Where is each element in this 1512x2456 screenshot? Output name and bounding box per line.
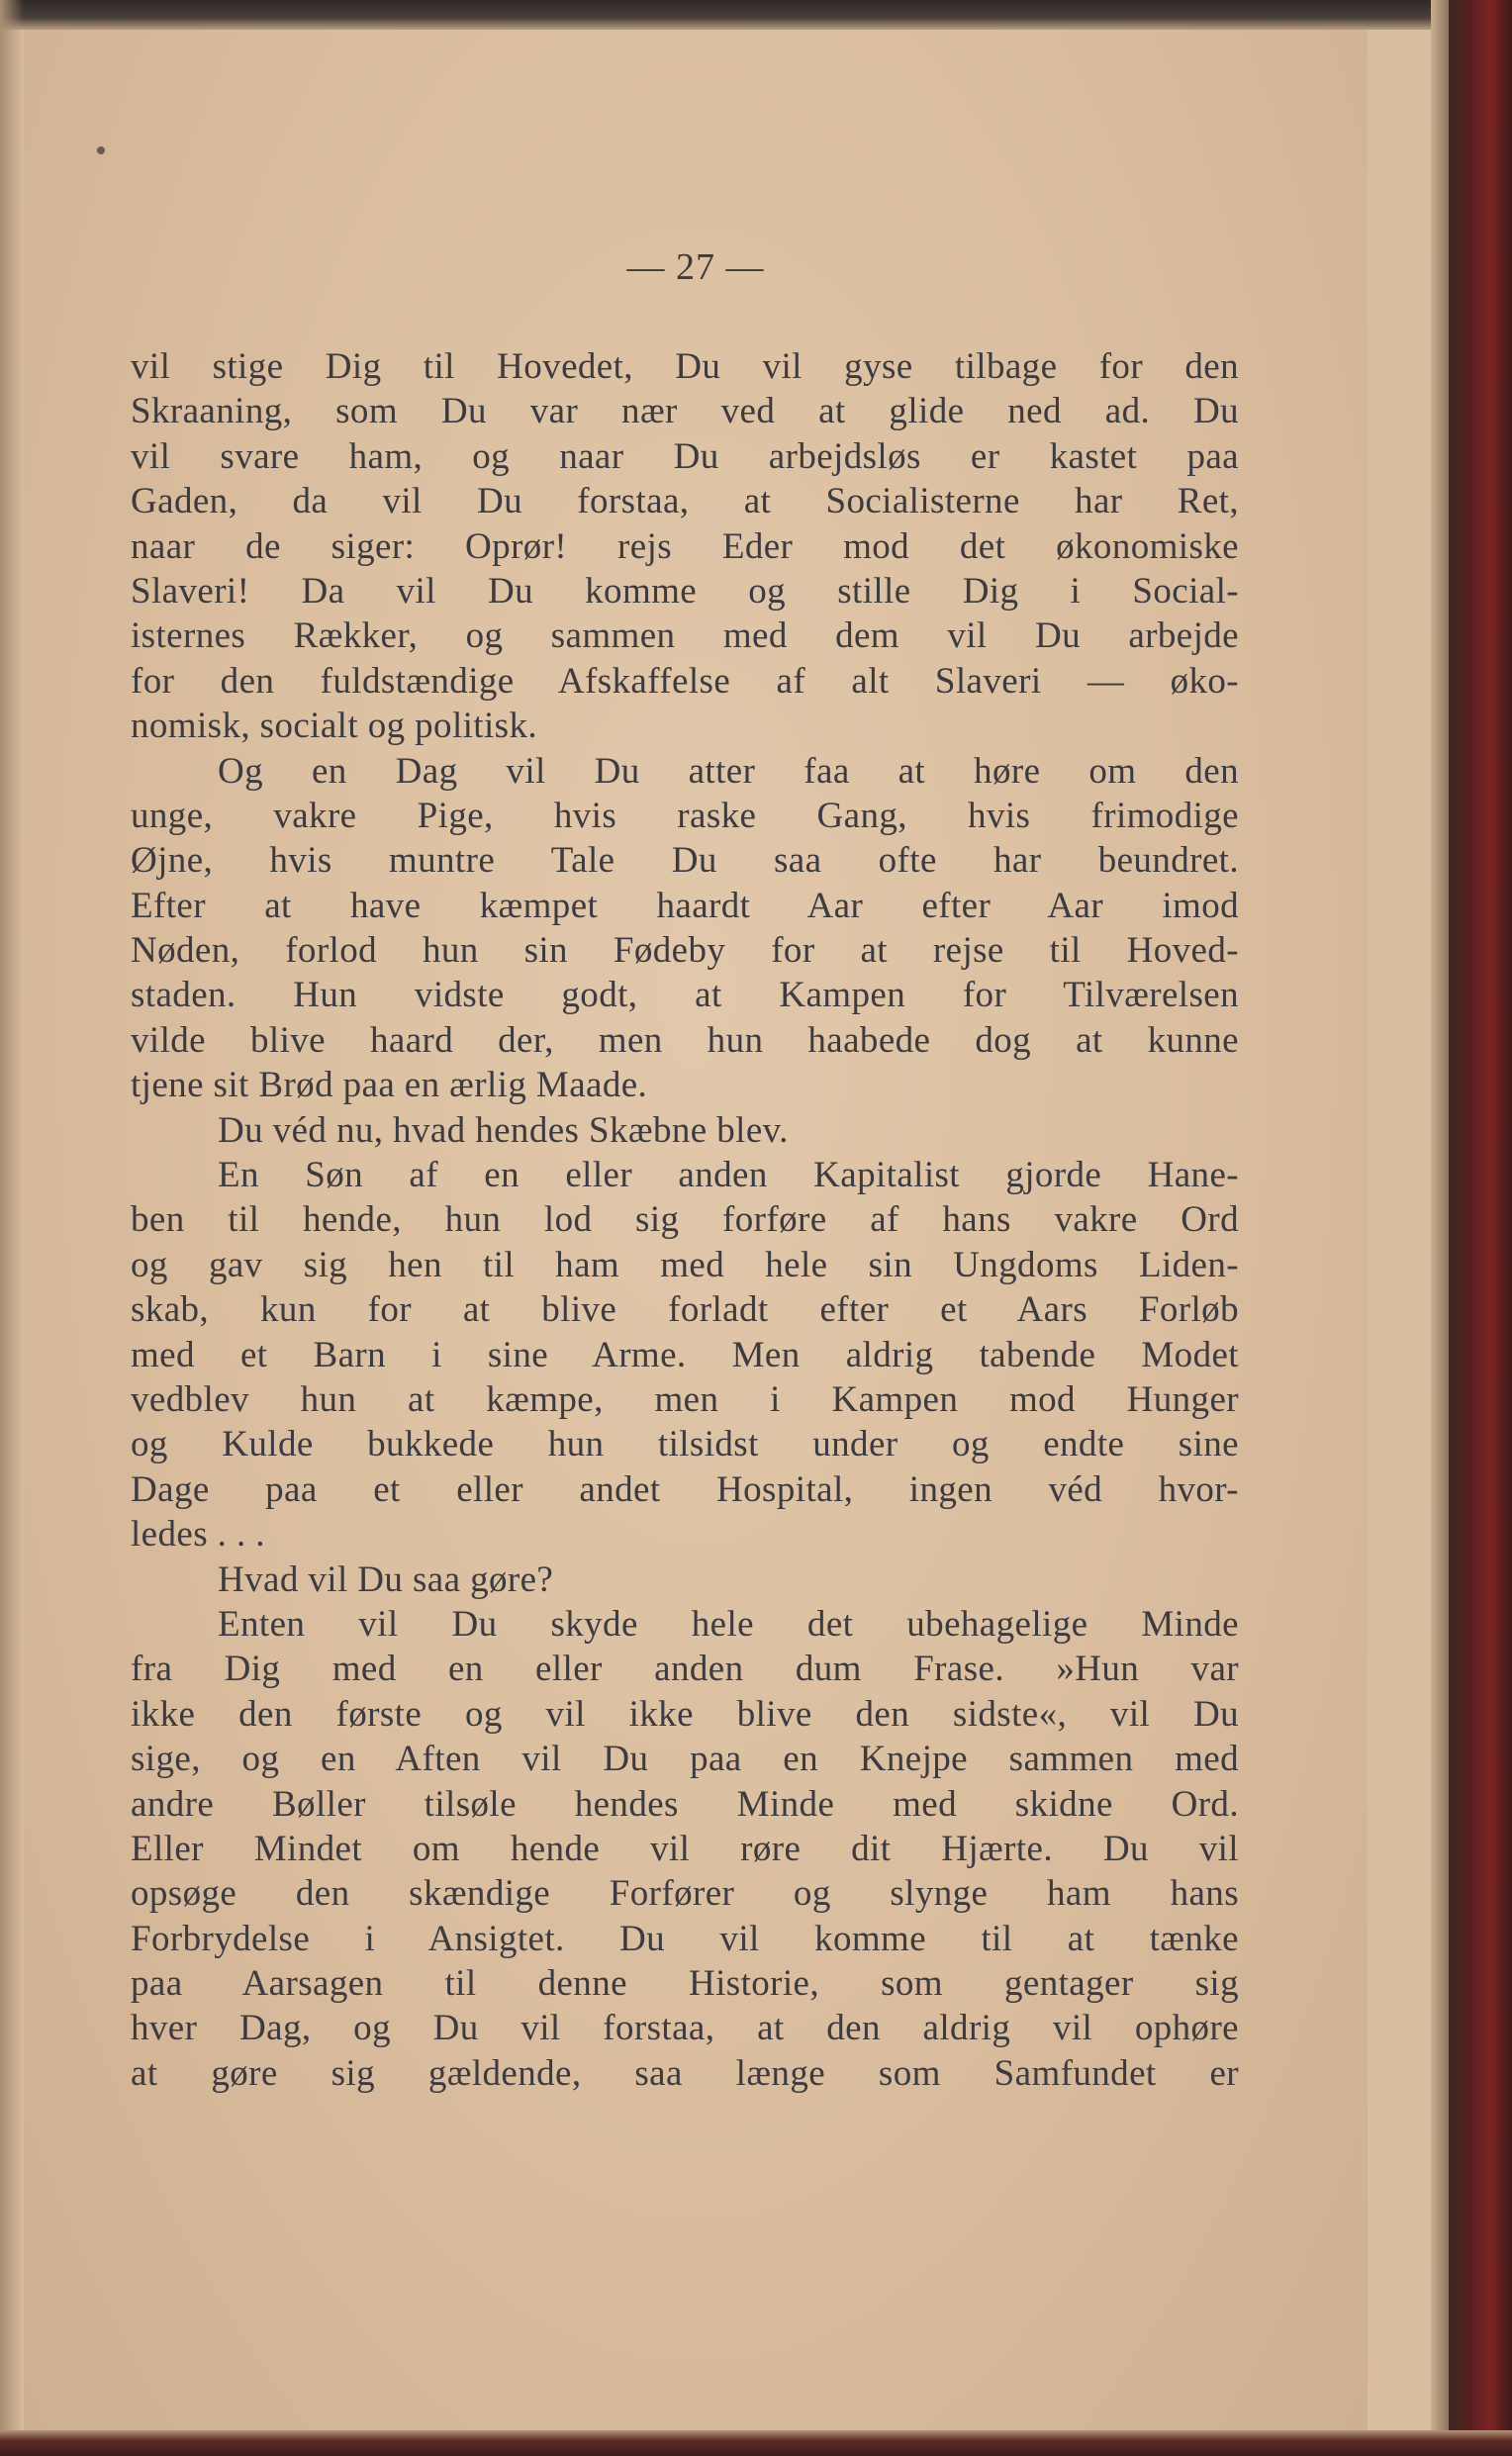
- text-line: unge, vakre Pige, hvis raske Gang, hvis frimodige: [131, 795, 1239, 836]
- text-line: paa Aarsagen til denne Historie, som gentager sig: [131, 1963, 1239, 2005]
- text-line: Øjne, hvis muntre Tale Du saa ofte har beundret.: [131, 840, 1239, 882]
- text-line: ben til hende, hun lod sig forføre af hans vakre Ord: [131, 1199, 1239, 1241]
- bottom-page-edge: [0, 2430, 1512, 2456]
- text-line: Og en Dag vil Du atter faa at høre om den: [218, 750, 1239, 792]
- text-line: fra Dig med en eller anden dum Frase. »Hun var: [131, 1649, 1239, 1690]
- text-line: Hvad vil Du saa gøre?: [218, 1559, 554, 1600]
- text-line: naar de siger: Oprør! rejs Eder mod det økonomiske: [131, 525, 1239, 567]
- text-line: vilde blive haard der, men hun haabede dog at kunne: [131, 1019, 1239, 1061]
- text-line: med et Barn i sine Arme. Men aldrig tabende Modet: [131, 1334, 1239, 1375]
- text-line: Efter at have kæmpet haardt Aar efter Aar imod: [131, 885, 1239, 926]
- body-text: [131, 344, 1239, 2096]
- text-line: staden. Hun vidste godt, at Kampen for Tilværelsen: [131, 975, 1239, 1016]
- book-page: [24, 30, 1368, 2430]
- text-line: og Kulde bukkede hun tilsidst under og endte sine: [131, 1424, 1239, 1465]
- text-line: ledes . . .: [131, 1514, 265, 1556]
- ink-spot: [97, 146, 105, 154]
- text-line: Dage paa et eller andet Hospital, ingen véd hvor-: [131, 1468, 1239, 1510]
- text-line: vil stige Dig til Hovedet, Du vil gyse tilbage for den: [131, 346, 1239, 387]
- text-line: skab, kun for at blive forladt efter et Aars Forløb: [131, 1289, 1239, 1331]
- left-page-shadow: [0, 0, 24, 2456]
- text-line: vedblev hun at kæmpe, men i Kampen mod Hunger: [131, 1378, 1239, 1420]
- text-line: Eller Mindet om hende vil røre dit Hjærte. Du vil: [131, 1828, 1239, 1869]
- text-line: isternes Rækker, og sammen med dem vil Du arbejde: [131, 615, 1239, 657]
- text-line: Slaveri! Da vil Du komme og stille Dig i Social-: [131, 570, 1239, 612]
- text-line: Forbrydelse i Ansigtet. Du vil komme til at tænke: [131, 1918, 1239, 1959]
- text-line: Enten vil Du skyde hele det ubehagelige Minde: [218, 1603, 1239, 1645]
- page-number: — 27 —: [626, 246, 765, 288]
- text-line: nomisk, socialt og politisk.: [131, 706, 538, 747]
- text-line: Gaden, da vil Du forstaa, at Socialisterne har Ret,: [131, 481, 1239, 522]
- text-line: sige, og en Aften vil Du paa en Knejpe sammen med: [131, 1739, 1239, 1780]
- text-line: vil svare ham, og naar Du arbejdsløs er kastet paa: [131, 435, 1239, 477]
- text-line: for den fuldstændige Afskaffelse af alt Slaveri — øko-: [131, 660, 1239, 702]
- text-line: Du véd nu, hvad hendes Skæbne blev.: [218, 1109, 789, 1151]
- text-line: ikke den første og vil ikke blive den sidste«, vil Du: [131, 1693, 1239, 1735]
- text-line: Skraaning, som Du var nær ved at glide ned ad. Du: [131, 391, 1239, 432]
- text-line: opsøge den skændige Forfører og slynge ham hans: [131, 1873, 1239, 1915]
- text-line: og gav sig hen til ham med hele sin Ungdoms Liden-: [131, 1244, 1239, 1285]
- text-line: En Søn af en eller anden Kapitalist gjorde Hane-: [218, 1155, 1239, 1196]
- text-line: at gøre sig gældende, saa længe som Samfundet er: [131, 2052, 1239, 2094]
- text-line: andre Bøller tilsøle hendes Minde med skidne Ord.: [131, 1783, 1239, 1825]
- top-page-edge: [0, 0, 1512, 30]
- text-line: tjene sit Brød paa en ærlig Maade.: [131, 1065, 648, 1106]
- text-line: Nøden, forlod hun sin Fødeby for at rejse til Hoved-: [131, 930, 1239, 972]
- book-binding: [1449, 0, 1512, 2456]
- page-side-edge: [1431, 0, 1449, 2456]
- text-line: hver Dag, og Du vil forstaa, at den aldrig vil ophøre: [131, 2008, 1239, 2049]
